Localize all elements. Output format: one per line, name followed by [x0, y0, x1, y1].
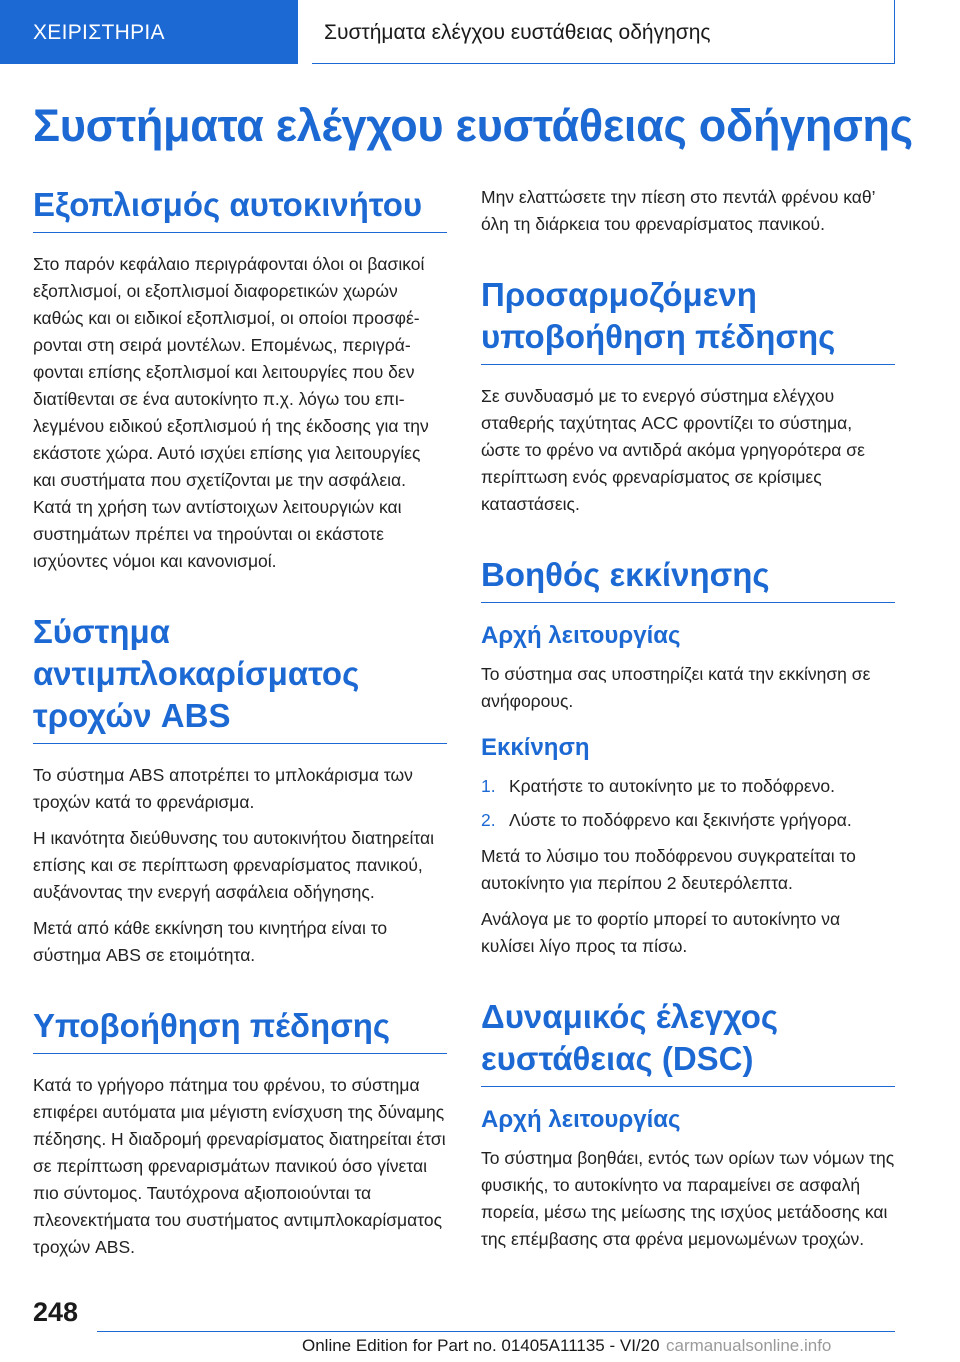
step-number: 1. [481, 776, 496, 796]
heading-abs [33, 611, 447, 744]
watermark: carmanualsonline.info [666, 1336, 832, 1355]
subheading-start: Εκκίνηση [481, 734, 590, 761]
heading-dsc [481, 996, 895, 1087]
page-number: 248 [33, 1297, 79, 1327]
paragraph-brake-assist: Κατά το γρήγορο πάτημα του φρένου, το σύστημα επιφέρει αυτόματα μια μέγιστη ενίσχυση της δύναμης πέδησης. Η διαδρομή φρεναρίσματος διατηρείται έτσι σε περίπτωση φρεναρισμάτων πανικού όσο γίνεται πιο σύντομος. Ταυτόχρονα αξιοποιούνται τα πλεονεκτήματα του συστήματος αντιμπλοκαρίσματος τροχών ABS. [33, 1075, 446, 1257]
paragraph-hill-after-2: Ανάλογα με το φορτίο μπορεί το αυτοκίνητο να κυλίσει λίγο προς τα πίσω. [481, 909, 841, 956]
step-text: Λύστε το ποδόφρενο και ξεκινήστε γρήγορα. [509, 810, 852, 830]
heading-adaptive-brake [481, 274, 895, 365]
heading-equipment: Εξοπλισμός αυτοκινήτου [33, 184, 447, 233]
list-item-step-2 [481, 807, 895, 834]
heading-abs-line-1: Σύστημα [33, 613, 170, 650]
paragraph-adaptive: Σε συνδυασμό με το ενεργό σύστημα ελέγχου σταθερής ταχύτητας ACC φροντίζει το σύστημα, ώστε το φρένο να αντιδρά ακόμα γρηγορότερα σε περίπτωση ενός φρεναρίσματος σε κρίσιμες καταστάσεις. [481, 386, 865, 514]
paragraph-hill-after-1: Μετά το λύσιμο του ποδόφρενου συγκρατείται το αυτοκίνητο για περίπου 2 δευτερόλεπτα. [481, 846, 856, 893]
heading-adaptive-line-2: υποβοήθηση πέδησης [481, 318, 836, 355]
heading-abs-line-3: τροχών ABS [33, 697, 231, 734]
footer-edition: Online Edition for Part no. 01405A11135 - VI/20 [302, 1336, 660, 1355]
header-section-label: ΧΕΙΡΙΣΤΗΡΙΑ [33, 21, 165, 44]
paragraph-abs-2: Η ικανότητα διεύθυνσης του αυτοκινήτου διατηρείται επίσης και σε περίπτωση φρεναρίσματος πανικού, αυξάνοντας την ενεργή ασφάλεια οδήγησης. [33, 828, 435, 902]
paragraph-dsc: Το σύστημα βοηθάει, εντός των ορίων των νόμων της φυσικής, το αυτοκίνητο να παραμείνει σε ασφαλή πορεία, μέσω της μείωσης της ισχύος μετάδοσης και της επέμβασης στα φρένα μεμονωμένων τροχών. [481, 1148, 895, 1249]
paragraph-equipment: Στο παρόν κεφάλαιο περιγράφονται όλοι οι βασικοί εξοπλισμοί, οι εξοπλισμοί διαφορετικών χωρών καθώς και οι ειδικοί εξοπλισμοί, οι οποίοι προσφέρονται στη σειρά μοντέλων. Επομένως, περιγράφονται επίσης εξοπλισμοί και λειτουργίες που δεν διατίθενται σε ένα αυτοκίνητο π.χ. λόγω του επιλεγμένου ειδικού εξοπλισμού ή της έκδοσης για την εκάστοτε χώρα. Αυτό ισχύει επίσης για λειτουργίες και συστήματα που σχετίζονται με την ασφάλεια. Κατά τη χρήση των αντίστοιχων λειτουργιών και συστημάτων πρέπει να τηρούνται οι εκάστοτε ισχύοντες νόμοι και κανονισμοί. [33, 254, 429, 571]
list-item-step-1 [481, 773, 895, 800]
heading-abs-line-2: αντιμπλοκαρίσματος [33, 655, 360, 692]
paragraph-brake-intro: Μην ελαττώσετε την πίεση στο πεντάλ φρένου καθ’ όλη τη διάρκεια του φρεναρίσματος πανικού. [481, 187, 875, 234]
right-column [481, 184, 895, 1253]
subheading-hill-principle: Αρχή λειτουργίας [481, 622, 681, 649]
paragraph-abs-3: Μετά από κάθε εκκίνηση του κινητήρα είναι το σύστημα ABS σε ετοιμότητα. [33, 918, 388, 965]
heading-hill-start: Βοηθός εκκίνησης [481, 554, 895, 603]
paragraph-abs-1: Το σύστημα ABS αποτρέπει το μπλοκάρισμα των τροχών κατά το φρενάρισμα. [33, 765, 413, 812]
page-title: Συστήματα ελέγχου ευστάθειας οδήγησης [33, 100, 913, 151]
heading-brake-assist: Υποβοήθηση πέδησης [33, 1005, 447, 1054]
step-text: Κρατήστε το αυτοκίνητο με το ποδόφρενο. [509, 776, 835, 796]
subheading-dsc-principle: Αρχή λειτουργίας [481, 1106, 681, 1133]
heading-adaptive-line-1: Προσαρμοζόμενη [481, 276, 757, 313]
heading-dsc-line-1: Δυναμικός έλεγχος [481, 998, 779, 1035]
left-column [33, 184, 447, 1261]
header-section-tab [0, 0, 298, 64]
step-number: 2. [481, 810, 496, 830]
header-breadcrumb [312, 0, 895, 64]
header-breadcrumb-label: Συστήματα ελέγχου ευστάθειας οδήγησης [324, 21, 711, 44]
paragraph-hill-principle: Το σύστημα σας υποστηρίζει κατά την εκκίνηση σε ανήφορους. [481, 664, 871, 711]
footer-divider [97, 1331, 895, 1332]
heading-dsc-line-2: ευστάθειας (DSC) [481, 1040, 754, 1077]
